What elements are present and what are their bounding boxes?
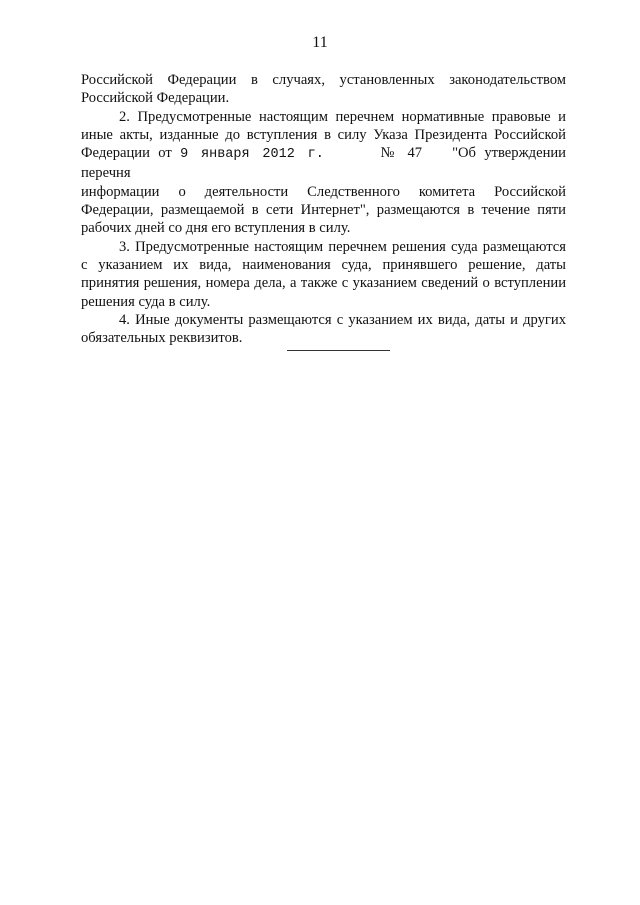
text-fragment: Федерации от	[81, 145, 181, 162]
text-line: 4. Иные документы размещаются с указанием их вида, даты и других	[119, 311, 566, 328]
text-line: иные акты, изданные до вступления в силу Указа Президента Российской	[81, 126, 566, 143]
text-line: Российской Федерации.	[81, 90, 230, 107]
paragraph-3	[81, 238, 566, 311]
text-line: принятия решения, номера дела, а также с указанием сведений о вступлении	[81, 275, 566, 292]
end-of-document-rule	[287, 350, 390, 351]
text-line: решения суда в силу.	[81, 293, 211, 310]
text-line: обязательных реквизитов.	[81, 330, 243, 347]
text-line: 3. Предусмотренные настоящим перечнем решения суда размещаются	[119, 238, 566, 255]
paragraph-2	[81, 108, 566, 238]
paragraph-1-continuation	[81, 71, 566, 108]
decree-number: № 47	[375, 145, 423, 162]
text-line: 2. Предусмотренные настоящим перечнем нормативные правовые и	[119, 108, 566, 125]
text-line: информации о деятельности Следственного комитета Российской	[81, 183, 566, 200]
decree-title-start: "Об утверждении перечня	[81, 145, 566, 182]
text-line: Федерации, размещаемой в сети Интернет", размещаются в течение пяти	[81, 202, 566, 219]
paragraph-4	[81, 311, 566, 348]
document-body	[81, 71, 566, 347]
text-line: Российской Федерации в случаях, установленных законодательством	[81, 72, 566, 88]
text-line: рабочих дней со дня его вступления в силу.	[81, 220, 351, 237]
page-number: 11	[312, 34, 328, 51]
decree-date: 9 января 2012 г.	[180, 147, 324, 163]
text-line: с указанием их вида, наименования суда, принявшего решение, даты	[81, 256, 566, 273]
text-line-decree-reference	[81, 144, 566, 183]
